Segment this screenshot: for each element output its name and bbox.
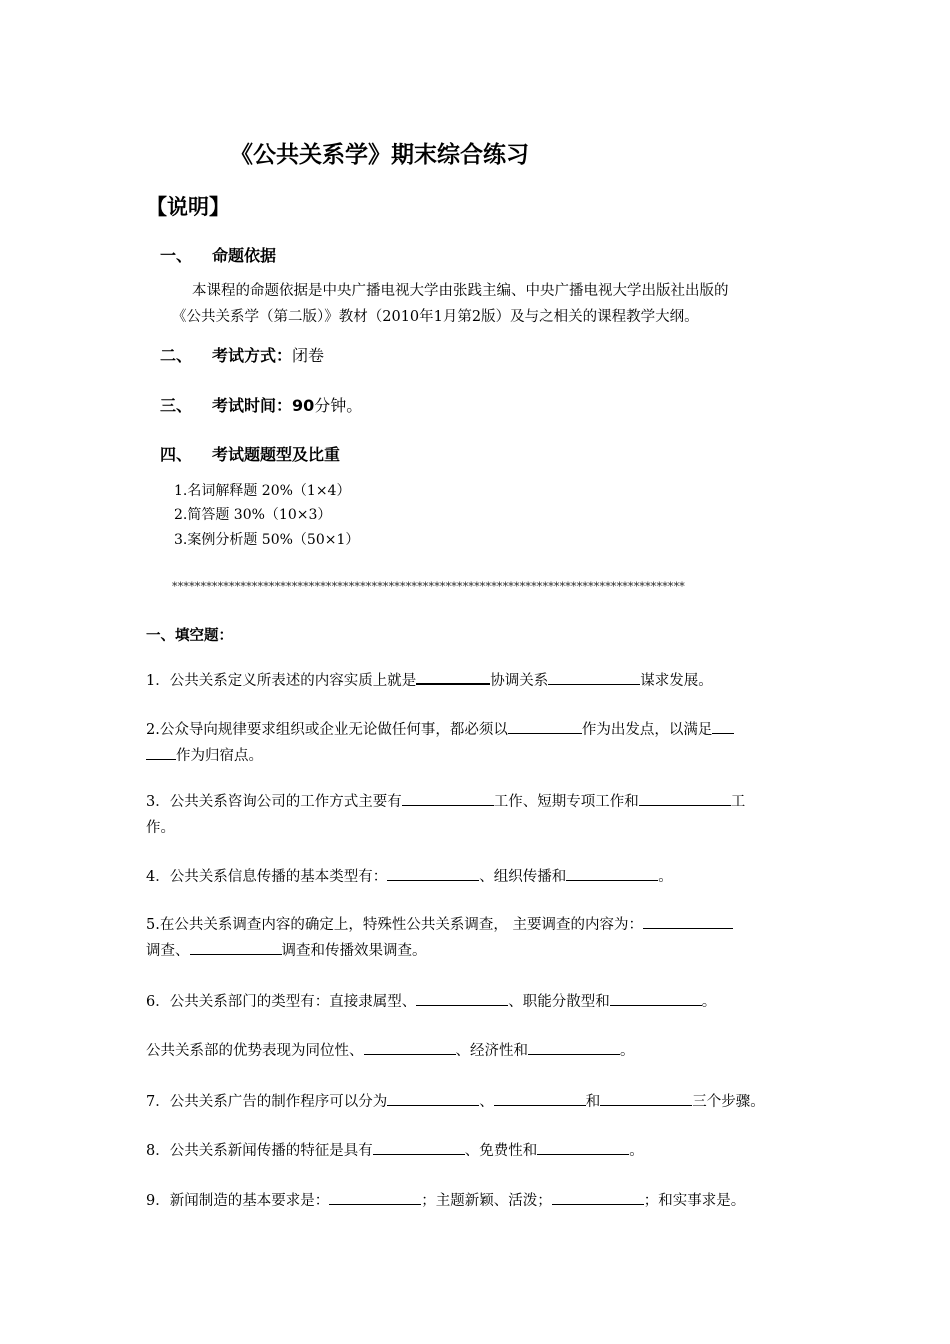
section-label: 考试题题型及比重 — [212, 445, 341, 464]
section-heading-4 — [160, 442, 340, 465]
section-number: 一、 — [160, 246, 193, 265]
answer-blank[interactable] — [566, 867, 658, 881]
question-text: 工 — [730, 794, 746, 810]
answer-blank[interactable] — [416, 670, 490, 685]
section-number: 二、 — [160, 346, 193, 365]
question-text: 6．公共关系部门的类型有：直接隶属型、 — [146, 994, 417, 1010]
question-5 — [146, 912, 810, 964]
answer-blank[interactable] — [402, 792, 494, 806]
answer-blank[interactable] — [373, 1141, 465, 1155]
basis-line-1: 本课程的命题依据是中央广播电视大学由张践主编、中央广播电视大学出版社出版的 — [192, 283, 729, 299]
question-3 — [146, 789, 810, 841]
answer-blank[interactable] — [416, 992, 508, 1006]
question-text: 9．新闻制造的基本要求是： — [146, 1193, 330, 1209]
question-6 — [146, 989, 810, 1015]
question-text: 作为出发点，以满足 — [581, 722, 713, 738]
question-text: 作为归宿点。 — [176, 748, 263, 764]
section-value: 分钟。 — [314, 396, 363, 415]
question-text: 。 — [629, 1143, 644, 1159]
answer-blank[interactable] — [643, 915, 733, 929]
question-text: 谋求发展。 — [640, 673, 713, 689]
question-text: 公共关系部的优势表现为同位性、 — [146, 1043, 364, 1059]
answer-blank[interactable] — [364, 1041, 456, 1055]
question-text: 、免费性和 — [464, 1143, 538, 1159]
question-text: 调查、 — [146, 943, 190, 959]
question-type-3: 3.案例分析题 50%（50×1） — [174, 532, 360, 548]
answer-blank[interactable] — [329, 1191, 421, 1205]
question-2 — [146, 717, 810, 769]
fill-blank-section-title: 一、填空题： — [146, 628, 233, 644]
question-text: ；主题新颖、活泼； — [421, 1193, 552, 1209]
question-type-2: 2.简答题 30%（10×3） — [174, 507, 332, 523]
question-8 — [146, 1138, 810, 1164]
question-text: 1．公共关系定义所表述的内容实质上就是 — [146, 673, 417, 689]
question-text: 7．公共关系广告的制作程序可以分为 — [146, 1094, 388, 1110]
explanation-heading: 【说明】 — [146, 195, 230, 219]
question-text: 和 — [585, 1094, 601, 1110]
question-7 — [146, 1089, 810, 1115]
answer-blank[interactable] — [639, 792, 731, 806]
basis-paragraph — [172, 278, 812, 330]
answer-blank[interactable] — [146, 746, 176, 760]
question-type-1: 1.名词解释题 20%（1×4） — [174, 483, 351, 499]
section-heading-2 — [160, 343, 324, 366]
question-text: 。 — [658, 869, 673, 885]
answer-blank[interactable] — [610, 992, 702, 1006]
section-heading-3 — [160, 393, 362, 416]
page-title: 《公共关系学》期末综合练习 — [230, 142, 529, 168]
question-text: 协调关系 — [490, 673, 549, 689]
section-number: 三、 — [160, 396, 193, 415]
question-text: 、组织传播和 — [479, 869, 567, 885]
answer-blank[interactable] — [190, 941, 282, 955]
question-text: 、职能分散型和 — [508, 994, 610, 1010]
question-text: 3．公共关系咨询公司的工作方式主要有 — [146, 794, 402, 810]
answer-blank[interactable] — [712, 720, 734, 734]
question-text: 三个步骤。 — [692, 1094, 765, 1110]
question-text: 作。 — [146, 820, 175, 836]
question-text: 。 — [620, 1043, 635, 1059]
question-text: 工作、短期专项工作和 — [493, 794, 639, 810]
question-text: ；和实事求是。 — [643, 1193, 746, 1209]
question-text: 5.在公共关系调查内容的确定上，特殊性公共关系调查， 主要调查的内容为： — [146, 917, 643, 933]
section-label: 考试方式： — [212, 346, 293, 365]
answer-blank[interactable] — [600, 1092, 692, 1106]
question-6-sub — [146, 1038, 810, 1064]
section-number: 四、 — [160, 445, 193, 464]
basis-line-2: 《公共关系学（第二版）》教材（2010年1月第2版）及与之相关的课程教学大纲。 — [172, 309, 699, 325]
question-text: 。 — [701, 994, 717, 1010]
question-text: 、 — [479, 1094, 494, 1110]
answer-blank[interactable] — [537, 1141, 629, 1155]
separator-line: ****************************************************************************************** — [172, 580, 685, 593]
answer-blank[interactable] — [494, 1092, 586, 1106]
answer-blank[interactable] — [387, 867, 479, 881]
section-label: 考试时间：90 — [212, 396, 315, 415]
question-text: 2.公众导向规律要求组织或企业无论做任何事，都必须以 — [146, 722, 508, 738]
answer-blank[interactable] — [528, 1041, 620, 1055]
answer-blank[interactable] — [548, 671, 640, 685]
answer-blank[interactable] — [552, 1191, 644, 1205]
section-label: 命题依据 — [212, 246, 277, 265]
question-text: 调查和传播效果调查。 — [281, 943, 427, 959]
answer-blank[interactable] — [387, 1092, 479, 1106]
question-1 — [146, 668, 810, 694]
section-value: 闭卷 — [292, 346, 325, 365]
question-9 — [146, 1188, 810, 1214]
question-text: 、经济性和 — [455, 1043, 528, 1059]
answer-blank[interactable] — [508, 720, 582, 734]
question-text: 8．公共关系新闻传播的特征是具有 — [146, 1143, 373, 1159]
question-text: 4．公共关系信息传播的基本类型有： — [146, 869, 388, 885]
question-4 — [146, 864, 810, 890]
section-heading-1 — [160, 243, 276, 266]
